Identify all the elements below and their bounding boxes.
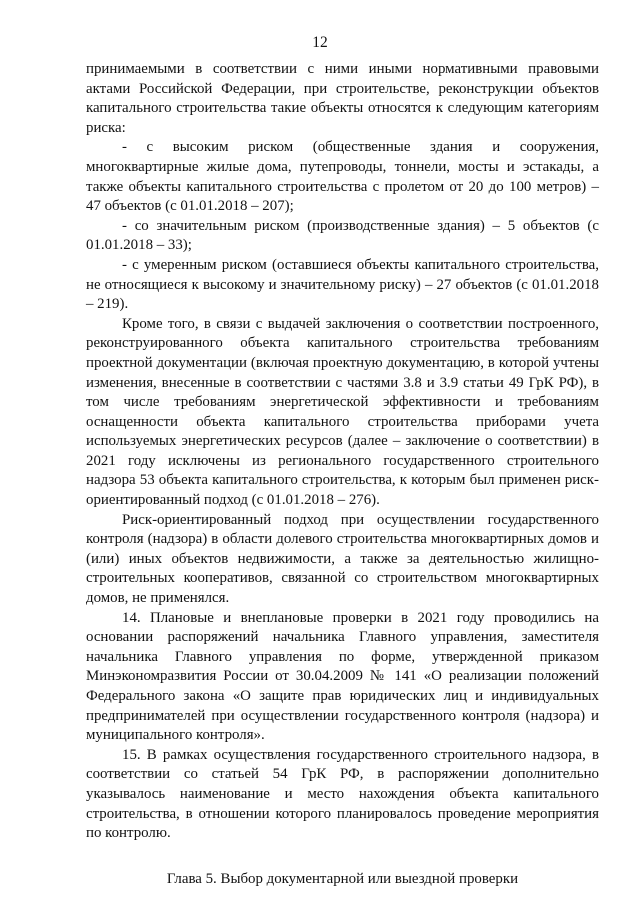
paragraph-item-15: 15. В рамках осуществления государственного строительного надзора, в соответствии со статьей 54 ГрК РФ, в распоряжении дополнительно указывалось наименование и место нахождения объекта капитального строительства, в отношении которого планировалось проведение мероприятия по контролю.	[86, 746, 599, 842]
list-item-significant-risk: - со значительным риском (производственные здания) – 5 объектов (с 01.01.2018 – 33);	[86, 217, 599, 254]
list-item-moderate-risk: - с умеренным риском (оставшиеся объекты капитального строительства, не относящиеся к высокому и значительному риску) – 27 объектов (с 01.01.2018 – 219).	[86, 256, 599, 313]
paragraph-continuation: принимаемыми в соответствии с ними иными нормативными правовыми актами Российской Федерации, при строительстве, реконструкции объектов капитального строительства такие объекты относятся к следующим категориям риска:	[86, 61, 599, 136]
page-number: 12	[312, 34, 328, 51]
document-body	[86, 60, 599, 889]
paragraph-risk-approach: Риск-ориентированный подход при осуществлении государственного контроля (надзора) в области долевого строительства многоквартирных домов и (или) иных объектов недвижимости, а также за деятельностью жилищно-строительных кооперативов, связанной со строительством многоквартирных домов, не применялся.	[86, 511, 599, 607]
paragraph-item-14: 14. Плановые и внеплановые проверки в 2021 году проводились на основании распоряжений начальника Главного управления, заместителя начальника Главного управления по форме, утвержденной приказом Минэкономразвития России от 30.04.2009 № 141 «О реализации положений Федерального закона «О защите прав юридических лиц и индивидуальных предпринимателей при осуществлении государственного контроля (надзора) и муниципального контроля».	[86, 609, 599, 744]
chapter-heading: Глава 5. Выбор документарной или выездной проверки	[166, 870, 519, 887]
paragraph-conformity-conclusion: Кроме того, в связи с выдачей заключения о соответствии построенного, реконструированного объекта капитального строительства требованиям проектной документации (включая проектную документацию, в которой учтены изменения, внесенные в соответствии с частями 3.8 и 3.9 статьи 49 ГрК РФ), в том числе требованиям энергетической эффективности и требованиям оснащенности объекта капитального строительства приборами учета используемых энергетических ресурсов (далее – заключение о соответствии) в 2021 году исключены из регионального государственного строительного надзора 53 объекта капитального строительства, к которым был применен риск-ориентированный подход (с 01.01.2018 – 276).	[86, 315, 599, 509]
list-item-high-risk: - с высоким риском (общественные здания и сооружения, многоквартирные жилые дома, путепроводы, тоннели, мосты и эстакады, а также объекты капитального строительства с пролетом от 20 до 100 метров) – 47 объектов (с 01.01.2018 – 207);	[86, 139, 599, 215]
